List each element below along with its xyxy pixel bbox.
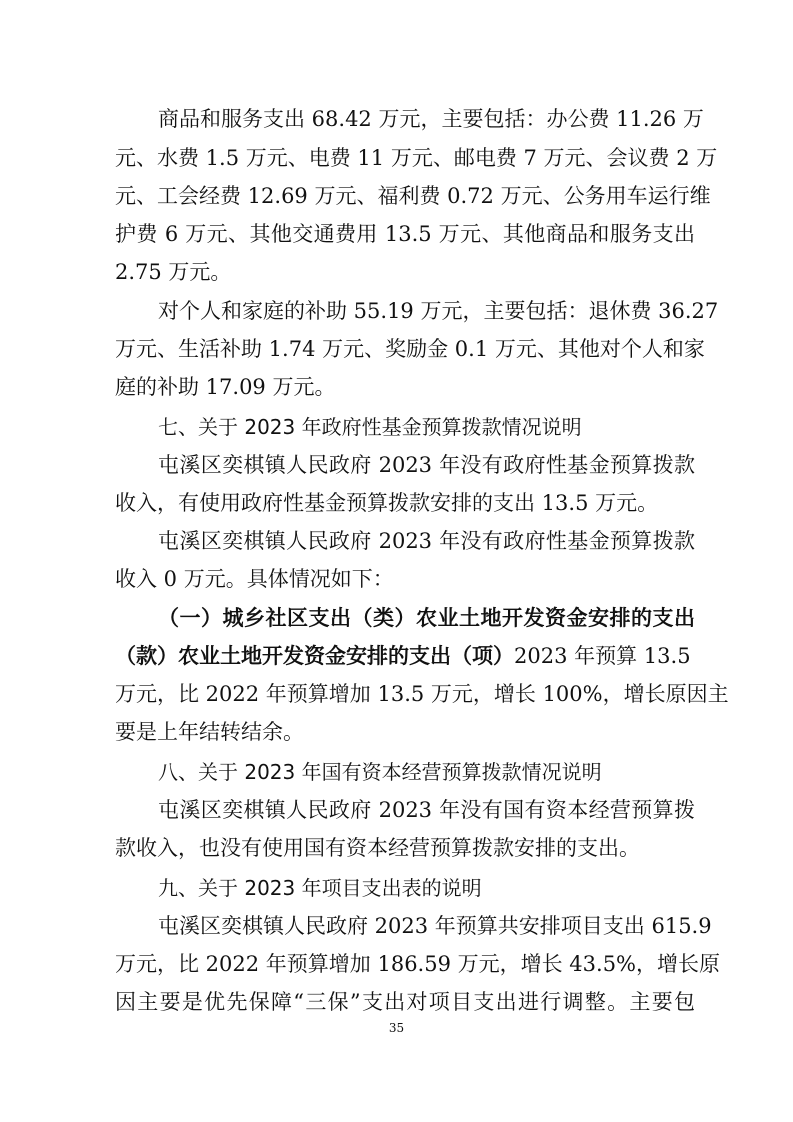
paragraph-line: 屯溪区奕棋镇人民政府 2023 年预算共安排项目支出 615.9	[158, 914, 712, 938]
section-heading: 七、关于 2023 年政府性基金预算拨款情况说明	[158, 415, 582, 439]
paragraph-line	[115, 637, 695, 675]
paragraph-line: 2.75 万元。	[115, 260, 232, 284]
paragraph-line: 屯溪区奕棋镇人民政府 2023 年没有政府性基金预算拨款	[158, 529, 695, 553]
paragraph-line: 商品和服务支出 68.42 万元，主要包括：办公费 11.26 万	[158, 107, 704, 131]
section-heading: 八、关于 2023 年国有资本经营预算拨款情况说明	[158, 760, 602, 784]
paragraph-line: 因主要是优先保障“三保”支出对项目支出进行调整。主要包	[115, 990, 695, 1014]
subsection-heading: （一）城乡社区支出（类）农业土地开发资金安排的支出	[158, 605, 695, 630]
budget-text: 2023 年预算 13.5	[514, 644, 691, 668]
paragraph-line: 庭的补助 17.09 万元。	[115, 375, 336, 399]
paragraph-line: 屯溪区奕棋镇人民政府 2023 年没有国有资本经营预算拨	[158, 798, 695, 822]
paragraph-line: 屯溪区奕棋镇人民政府 2023 年没有政府性基金预算拨款	[158, 453, 695, 477]
paragraph-line: 对个人和家庭的补助 55.19 万元，主要包括：退休费 36.27	[158, 299, 719, 323]
subsection-heading-cont: （款）农业土地开发资金安排的支出（项）	[115, 643, 514, 668]
paragraph-line: 护费 6 万元、其他交通费用 13.5 万元、其他商品和服务支出	[115, 222, 695, 246]
page-number: 35	[388, 1021, 405, 1035]
paragraph-line: 万元，比 2022 年预算增加 13.5 万元，增长 100%，增长原因主	[115, 682, 729, 706]
paragraph-line: 收入，有使用政府性基金预算拨款安排的支出 13.5 万元。	[115, 491, 659, 515]
paragraph-line: 万元，比 2022 年预算增加 186.59 万元，增长 43.5%，增长原	[115, 952, 721, 976]
paragraph-line: 元、水费 1.5 万元、电费 11 万元、邮电费 7 万元、会议费 2 万	[115, 146, 718, 170]
paragraph-line: 要是上年结转结余。	[115, 720, 304, 744]
section-heading: 九、关于 2023 年项目支出表的说明	[158, 876, 482, 900]
paragraph-line: 收入 0 万元。具体情况如下：	[115, 567, 394, 591]
paragraph-line: 款收入，也没有使用国有资本经营预算拨款安排的支出。	[115, 836, 640, 860]
paragraph-line: 万元、生活补助 1.74 万元、奖励金 0.1 万元、其他对个人和家	[115, 337, 705, 361]
paragraph-line: 元、工会经费 12.69 万元、福利费 0.72 万元、公务用车运行维	[115, 184, 711, 208]
